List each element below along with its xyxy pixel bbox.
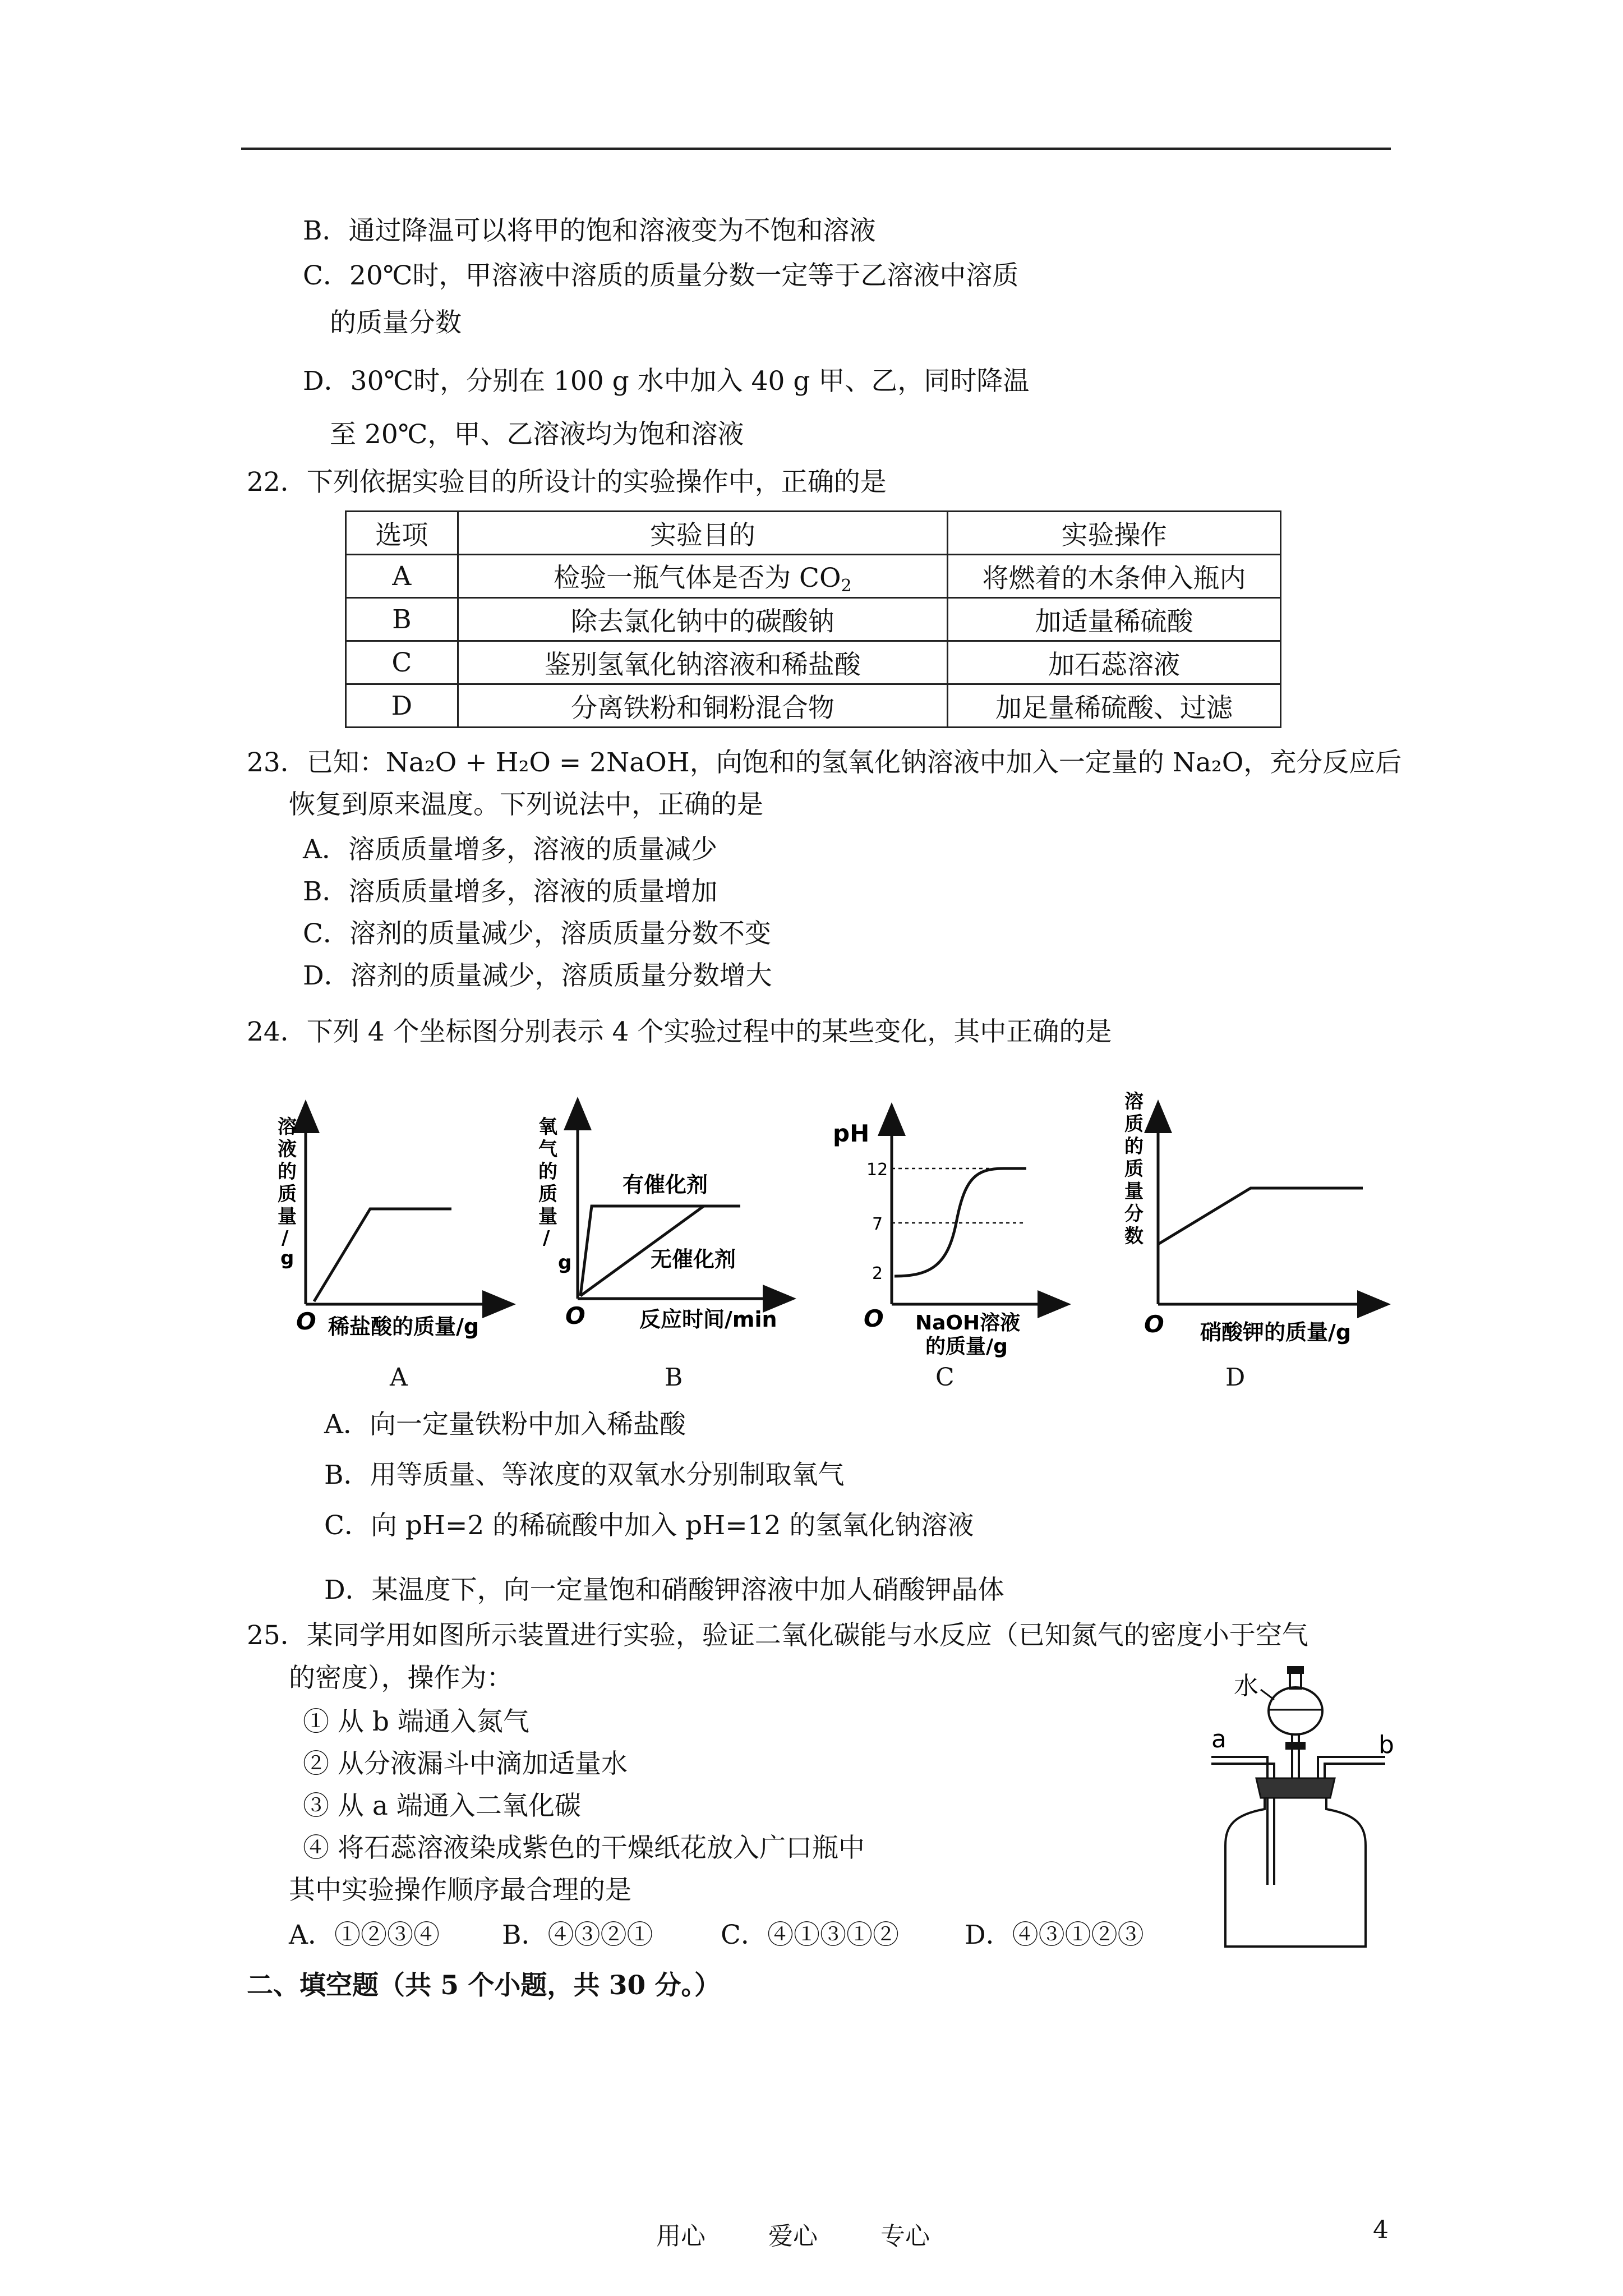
graph-c-origin: O <box>864 1305 884 1332</box>
graph-d-caption: D <box>1225 1363 1246 1392</box>
label-water: 水 <box>1234 1672 1258 1700</box>
funnel-bulb <box>1269 1687 1322 1734</box>
q23-option-a: A．溶质质量增多，溶液的质量减少 <box>303 834 717 865</box>
tube-a <box>1211 1757 1267 1885</box>
q25-stem-cont: 的密度），操作为： <box>289 1663 513 1694</box>
q23-option-c: C．溶剂的质量减少，溶质质量分数不变 <box>303 918 771 949</box>
header-purpose: 实验目的 <box>458 512 947 555</box>
graph-b-ylabel: 氧 气 的 质 量 / g <box>538 1116 572 1274</box>
q24-option-c: C．向 pH=2 的稀硫酸中加入 pH=12 的氢氧化钠溶液 <box>324 1510 974 1541</box>
header-operation: 实验操作 <box>948 512 1281 555</box>
q25-apparatus <box>1200 1638 1413 1952</box>
q25-choice-a: A．①②③④ <box>289 1920 440 1950</box>
graph-a-ylabel: 溶 液 的 质 量 / g <box>278 1116 297 1269</box>
table-row <box>346 641 1281 684</box>
q22-table <box>345 510 1281 728</box>
graph-c-tick-7: 7 <box>872 1214 883 1234</box>
table-row <box>346 684 1281 728</box>
stopper <box>1256 1778 1335 1798</box>
graph-c-tick-12: 12 <box>866 1160 888 1180</box>
row-operation: 加足量稀硫酸、过滤 <box>948 684 1281 728</box>
table-row <box>346 598 1281 641</box>
q25-stem: 25．某同学用如图所示装置进行实验，验证二氧化碳能与水反应（已知氮气的密度小于空气 <box>247 1620 1308 1651</box>
graph-a <box>278 1114 502 1339</box>
graph-a-caption: A <box>390 1363 408 1392</box>
header-option: 选项 <box>346 512 458 555</box>
q21-option-d-cont: 至 20℃，甲、乙溶液均为饱和溶液 <box>330 419 744 450</box>
graph-d-curve <box>1158 1188 1363 1244</box>
q22-stem: 22．下列依据实验目的所设计的实验操作中，正确的是 <box>247 467 887 498</box>
row-option: B <box>346 598 458 641</box>
row-operation: 加适量稀硫酸 <box>948 598 1281 641</box>
q25-question: 其中实验操作顺序最合理的是 <box>289 1875 631 1906</box>
table-header-row <box>346 512 1281 555</box>
q25-step-3: ③ 从 a 端通入二氧化碳 <box>303 1791 581 1821</box>
graph-c-xlabel-1: NaOH溶液 <box>915 1312 1021 1335</box>
q25-choice-b: B．④③②① <box>502 1920 653 1950</box>
q21-option-d: D．30℃时，分别在 100 g 水中加入 40 g 甲、乙，同时降温 <box>303 366 1030 397</box>
q23-option-b: B．溶质质量增多，溶液的质量增加 <box>303 876 718 907</box>
graph-b-origin: O <box>565 1302 585 1329</box>
q25-step-4: ④ 将石蕊溶液染成紫色的干燥纸花放入广口瓶中 <box>303 1833 865 1864</box>
row-option: A <box>346 555 458 598</box>
footer-text-3: 专心 <box>880 2222 930 2251</box>
footer-text-2: 爱心 <box>768 2222 818 2251</box>
q24-option-a: A．向一定量铁粉中加入稀盐酸 <box>324 1409 686 1440</box>
header-rule <box>241 148 1391 150</box>
graph-d-xlabel: 硝酸钾的质量/g <box>1200 1320 1352 1345</box>
graph-c <box>833 1116 1057 1358</box>
q23-stem-cont: 恢复到原来温度。下列说法中，正确的是 <box>289 789 763 820</box>
section-2-heading: 二、填空题（共 5 个小题，共 30 分。） <box>247 1970 721 2001</box>
graph-c-caption: C <box>935 1363 955 1392</box>
graph-d <box>1124 1091 1377 1345</box>
row-operation: 将燃着的木条伸入瓶内 <box>948 555 1281 598</box>
q21-option-c-cont: 的质量分数 <box>330 307 462 338</box>
graph-c-ylabel: pH <box>833 1120 870 1147</box>
graph-b-label-no-catalyst: 无催化剂 <box>651 1247 736 1272</box>
row-operation: 加石蕊溶液 <box>948 641 1281 684</box>
label-b: b <box>1378 1731 1394 1759</box>
q25-choice-c: C．④①③①② <box>721 1920 899 1950</box>
graph-b-label-catalyst: 有催化剂 <box>623 1172 708 1197</box>
q21-option-b: B．通过降温可以将甲的饱和溶液变为不饱和溶液 <box>303 215 876 246</box>
graph-a-xlabel: 稀盐酸的质量/g <box>328 1314 479 1339</box>
q23-option-d: D．溶剂的质量减少，溶质质量分数增大 <box>303 960 772 991</box>
row-purpose: 除去氯化钠中的碳酸钠 <box>458 598 947 641</box>
graph-d-ylabel: 溶 质 的 质 量 分 数 <box>1124 1091 1144 1248</box>
row-purpose: 分离铁粉和铜粉混合物 <box>458 684 947 728</box>
footer-text-1: 用心 <box>656 2222 706 2251</box>
row-option: C <box>346 641 458 684</box>
page-number: 4 <box>1373 2216 1389 2244</box>
q25-step-1: ① 从 b 端通入氮气 <box>303 1706 529 1737</box>
q23-stem: 23．已知：Na₂O + H₂O = 2NaOH，向饱和的氢氧化钠溶液中加入一定量的 Na₂O，充分反应后 <box>247 747 1402 778</box>
row-option: D <box>346 684 458 728</box>
graph-b-xlabel: 反应时间/min <box>639 1307 777 1332</box>
row-purpose: 鉴别氢氧化钠溶液和稀盐酸 <box>458 641 947 684</box>
label-a: a <box>1211 1725 1227 1754</box>
graph-b-caption: B <box>665 1363 683 1392</box>
q24-option-d: D．某温度下，向一定量饱和硝酸钾溶液中加人硝酸钾晶体 <box>324 1575 1004 1605</box>
table-row <box>346 555 1281 598</box>
q24-option-b: B．用等质量、等浓度的双氧水分别制取氧气 <box>324 1460 845 1490</box>
graph-a-curve <box>314 1209 451 1301</box>
wide-mouth-bottle <box>1225 1798 1366 1947</box>
q21-option-c: C．20℃时，甲溶液中溶质的质量分数一定等于乙溶液中溶质 <box>303 260 1019 291</box>
graph-a-origin: O <box>296 1308 316 1335</box>
q25-step-2: ② 从分液漏斗中滴加适量水 <box>303 1749 628 1779</box>
graph-c-xlabel-2: 的质量/g <box>925 1335 1008 1358</box>
q24-graphs <box>0 1066 1623 1414</box>
graph-c-tick-2: 2 <box>872 1264 883 1283</box>
q24-stem: 24．下列 4 个坐标图分别表示 4 个实验过程中的某些变化，其中正确的是 <box>247 1016 1112 1047</box>
graph-d-origin: O <box>1144 1310 1164 1338</box>
q25-choice-d: D．④③①②③ <box>965 1920 1144 1950</box>
graph-b <box>538 1111 782 1332</box>
row-purpose: 检验一瓶气体是否为 $CO_2$ <box>458 555 947 598</box>
